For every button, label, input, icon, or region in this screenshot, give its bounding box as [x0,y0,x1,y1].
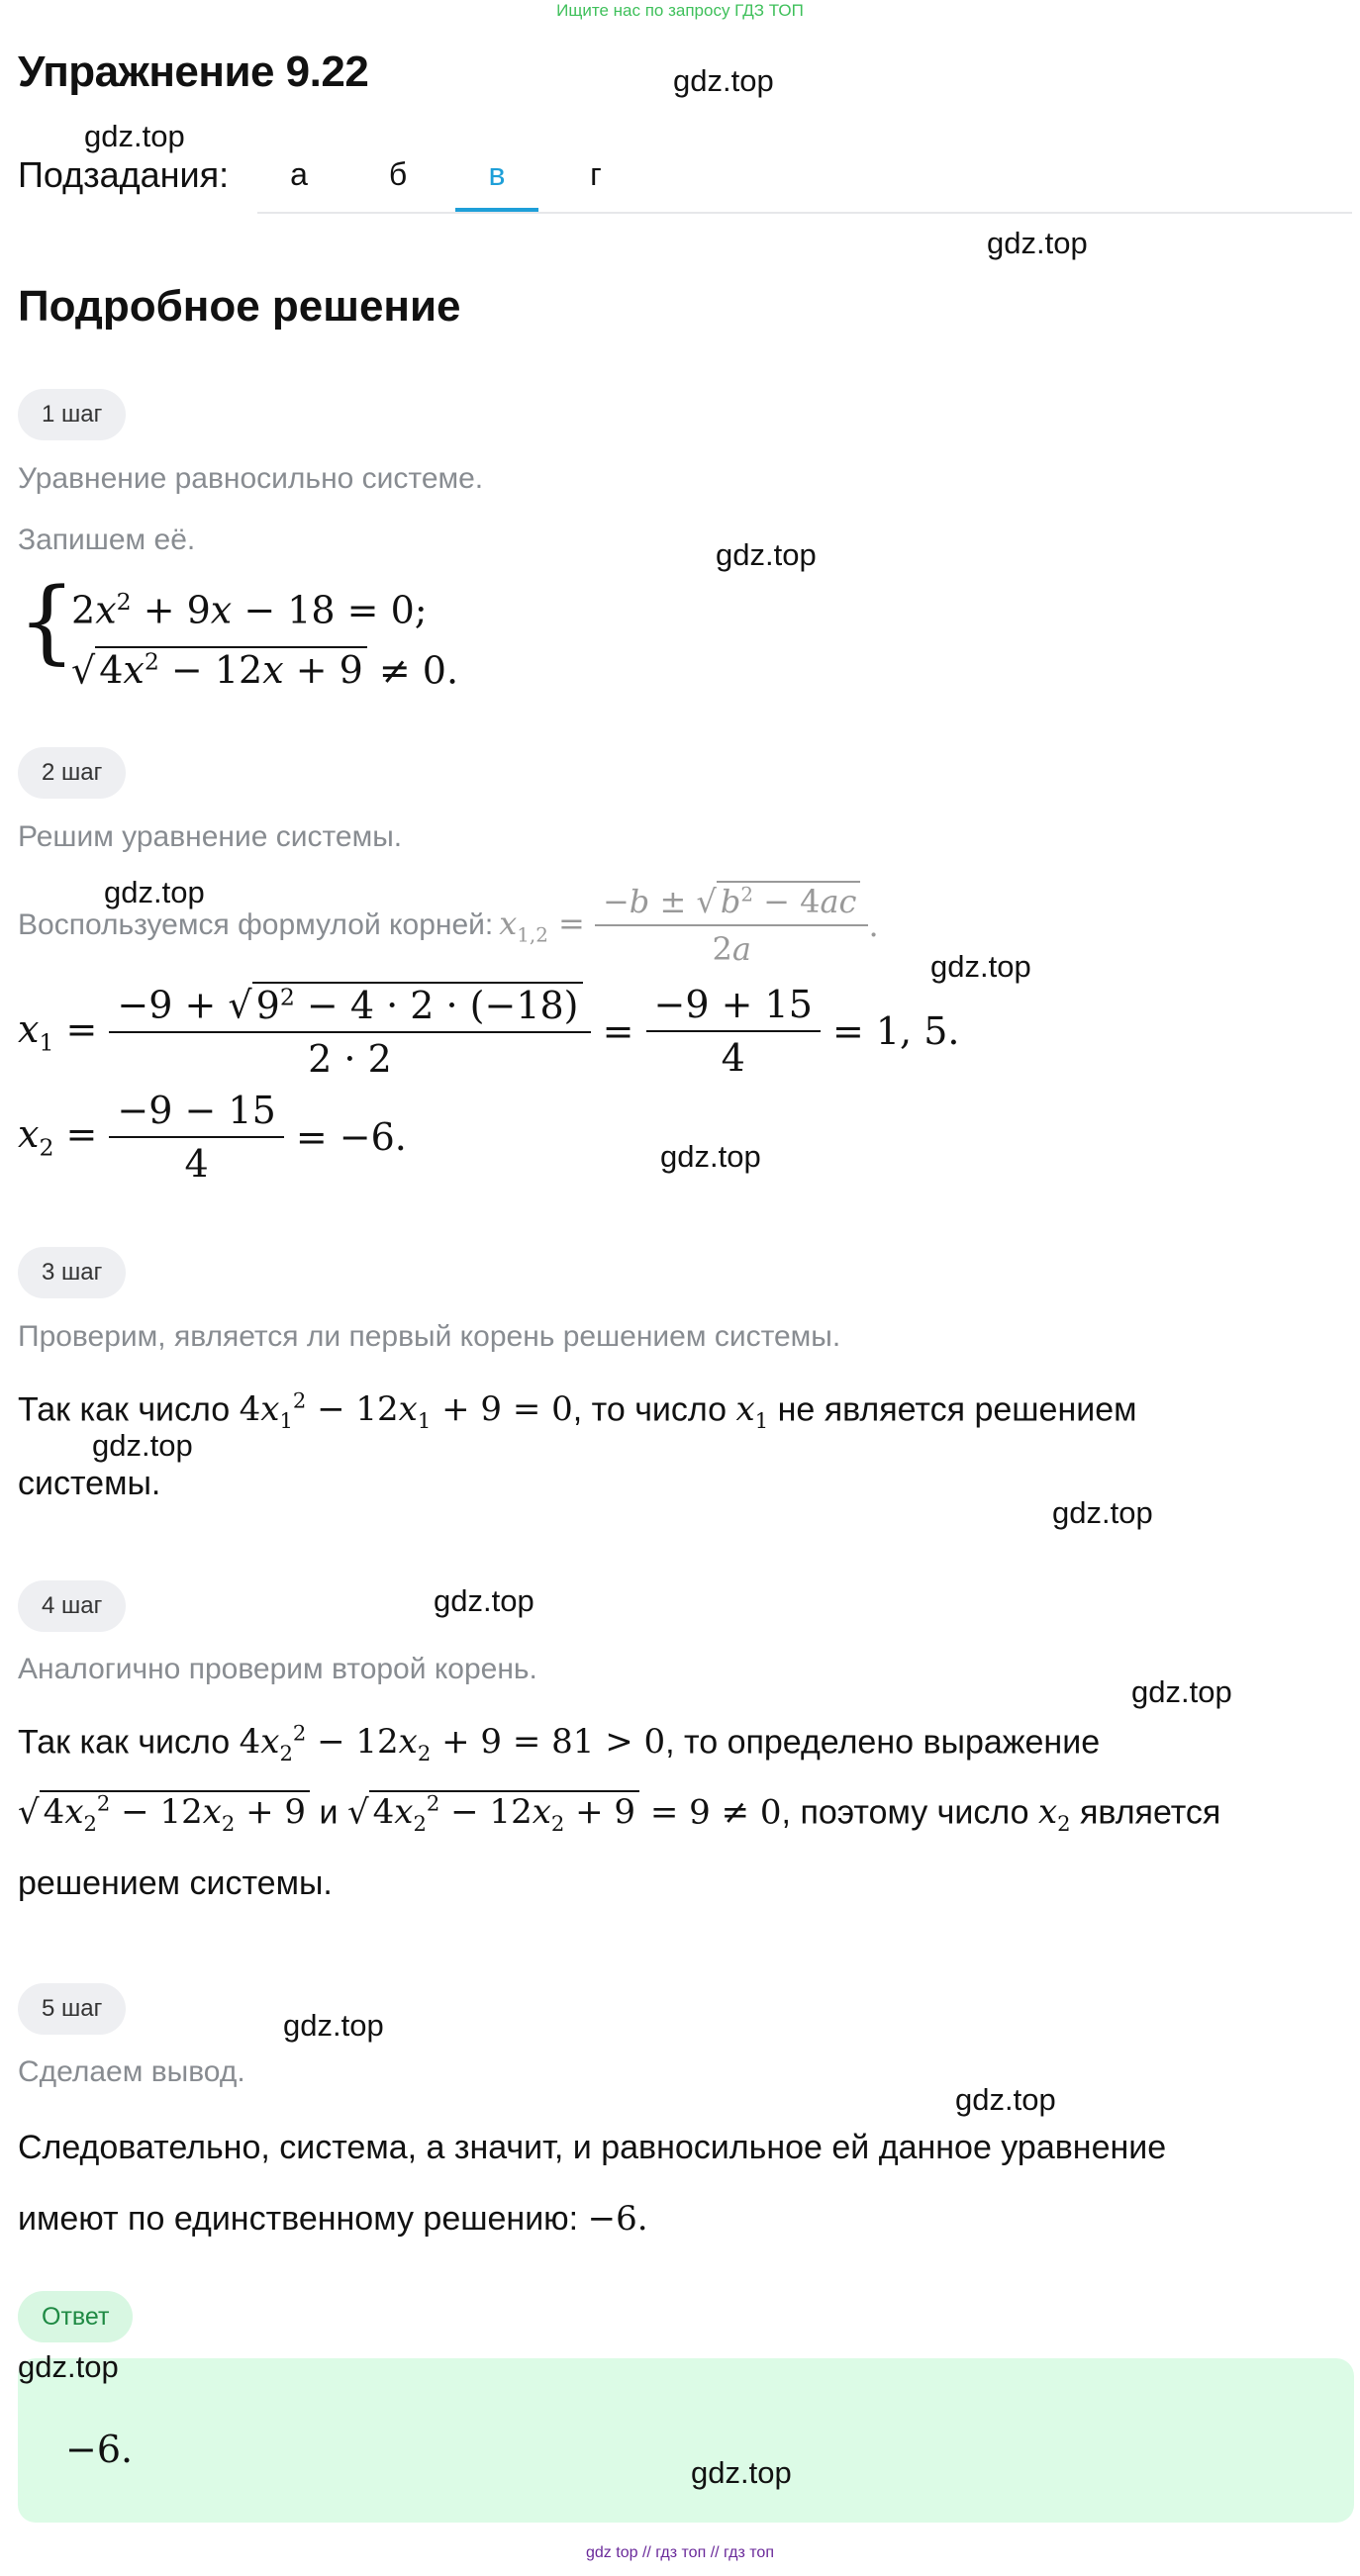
step-body: имеют по единственному решению: −6. [18,2199,648,2239]
section-title: Подробное решение [18,282,461,331]
watermark: gdz.top [1052,1495,1153,1530]
footer-separator: // [710,2544,720,2561]
step-body: Следовательно, система, а значит, и равносильное ей данное уравнение [18,2129,1167,2166]
footer-link[interactable]: гдз топ [655,2544,707,2561]
equation-system: $2x^2 + 9x - 18 = 0$; √ $4x^2 - 12x + 9 \ne 0$. [71,588,459,693]
step-text: Воспользуемся формулой корней: [18,908,494,941]
answer-badge: Ответ [18,2291,133,2342]
footer-link[interactable]: гдз топ [724,2544,774,2561]
watermark: gdz.top [283,2008,384,2043]
step-text: Аналогично проверим второй корень. [18,1653,537,1685]
watermark: gdz.top [18,2349,119,2384]
watermark: gdz.top [84,119,185,153]
answer-value: −6. [65,2428,134,2471]
answer-box [18,2358,1354,2523]
step-body: Так как число $4x_2^2 - 12x_2 + 9 = 81 > 0$, то определено выражение [18,1721,1101,1766]
watermark: gdz.top [691,2455,792,2490]
watermark: gdz.top [930,949,1031,984]
root-x1: $x_1$ = $\frac{-9 + √ 9^2 - 4 \cdot 2 \cdot (-18)}{2 \cdot 2}$ = $\frac{-9 + 15}{4}$ = 1, 5. [18,983,960,1081]
watermark: gdz.top [104,875,205,909]
system-brace: { [18,568,76,674]
step-body: системы. [18,1465,161,1502]
step-text: Уравнение равносильно системе. [18,462,484,495]
step-badge: 5 шаг [18,1983,126,2035]
watermark: gdz.top [716,537,817,572]
step-badge: 3 шаг [18,1247,126,1298]
watermark: gdz.top [1131,1674,1232,1709]
footer-link[interactable]: gdz top [586,2544,638,2561]
tab-v[interactable]: в [455,148,538,212]
tab-g[interactable]: г [590,156,602,192]
step-text: Решим уравнение системы. [18,820,403,853]
watermark: gdz.top [92,1428,193,1463]
subtask-tabs [257,148,1352,214]
roots-formula-line: Воспользуемся формулой корней: $x_{1,2}$ = $\frac{-b \pm √ b^2 - 4ac}{2a}$ . [18,883,879,968]
step-body: Так как число $4x_1^2 - 12x_1 + 9 = 0$, то число $x_1$ не является решением [18,1388,1137,1434]
watermark: gdz.top [987,226,1088,260]
watermark: gdz.top [660,1139,761,1174]
step-badge: 1 шаг [18,389,126,440]
step-body: решением системы. [18,1864,333,1902]
step-text: Проверим, является ли первый корень решением системы. [18,1320,841,1353]
root-x2: $x_2$ = $\frac{-9 - 15}{4}$ = −6. [18,1089,407,1186]
tab-b[interactable]: б [388,156,408,192]
step-badge: 4 шаг [18,1580,126,1632]
step-text: Сделаем вывод. [18,2055,245,2088]
tab-a[interactable]: а [290,156,308,192]
watermark: gdz.top [673,63,774,98]
footer-separator: // [641,2544,651,2561]
subtasks-label: Подзадания: [18,154,230,195]
step-body: √ $4x_2^2 - 12x_2 + 9$ и √ $4x_2^2 - 12x_2 + 9 = 9 \ne 0$, поэтому число $x_2$ является [18,1791,1221,1837]
watermark: gdz.top [955,2082,1056,2117]
step-text: Запишем её. [18,524,196,556]
step-badge: 2 шаг [18,747,126,799]
watermark: gdz.top [434,1583,534,1618]
footer-links [0,2544,1360,2562]
page-title: Упражнение 9.22 [18,48,369,96]
top-banner[interactable]: Ищите нас по запросу ГДЗ ТОП [556,1,804,20]
